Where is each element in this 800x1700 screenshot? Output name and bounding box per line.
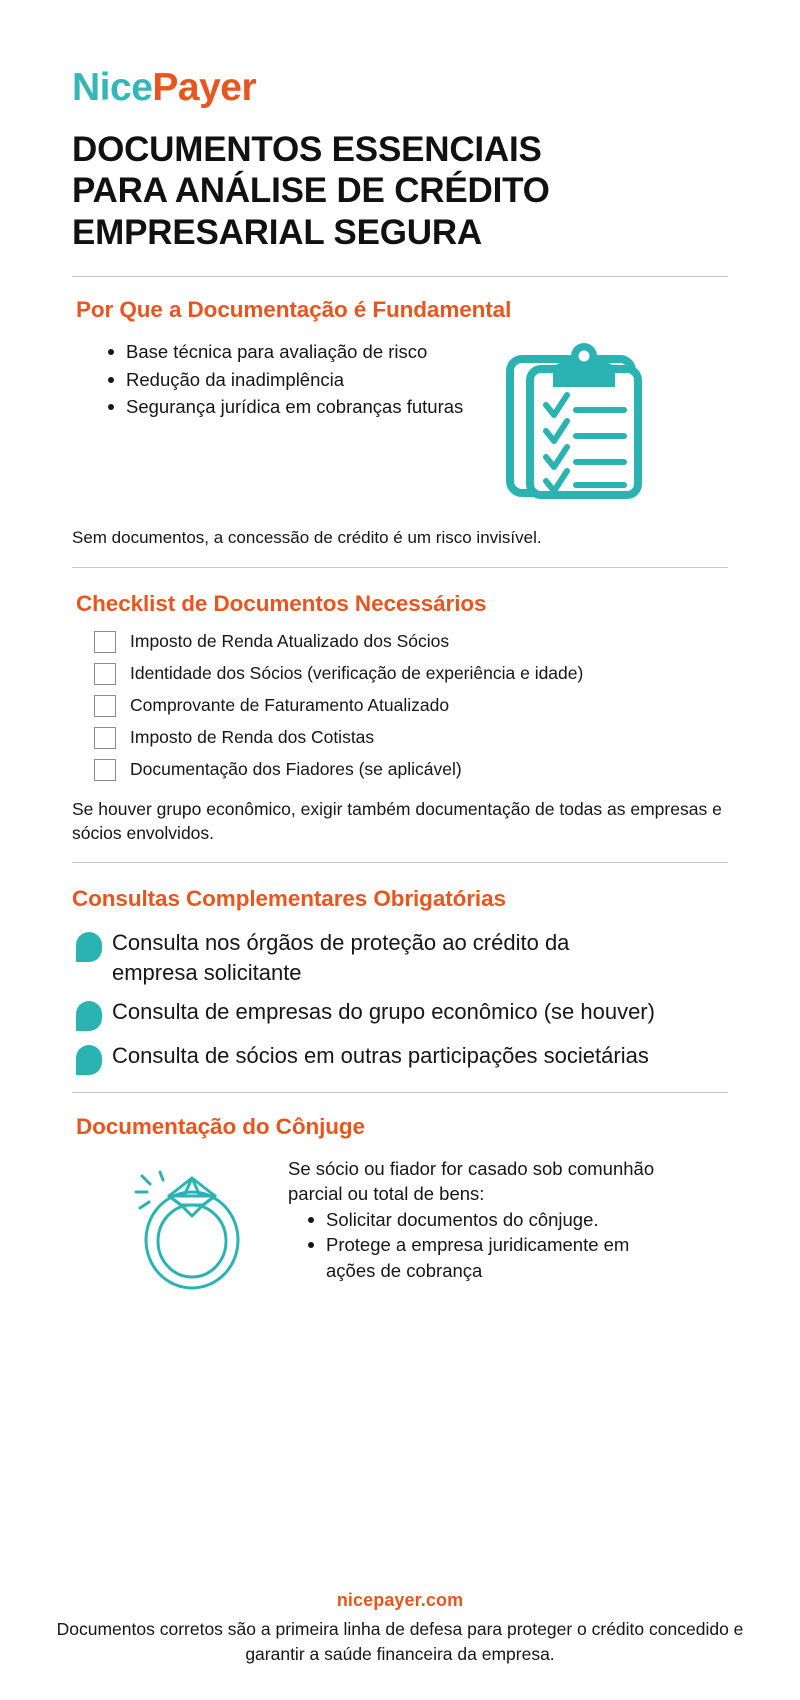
checkbox-icon[interactable] [94,663,116,685]
conjuge-text-block [288,1156,668,1284]
section-heading-conjuge: Documentação do Cônjuge [76,1113,365,1139]
teardrop-bullet-icon [76,932,102,962]
section-conjuge [72,1113,728,1298]
list-item[interactable] [94,759,728,781]
section-heading-checklist: Checklist de Documentos Necessários [76,591,487,617]
list-item [76,997,728,1031]
conjuge-bullet-list [288,1207,668,1284]
teardrop-bullet-icon [76,1001,102,1031]
website-link[interactable]: nicepayer.com [336,1590,464,1610]
why-note: Sem documentos, a concessão de crédito é um risco invisível. [72,528,542,548]
consultas-list [72,928,728,1075]
section-heading-why: Por Que a Documentação é Fundamental [76,297,512,323]
checklist-item-label: Comprovante de Faturamento Atualizado [130,695,450,716]
checklist-item-label: Identidade dos Sócios (verificação de experiência e idade) [130,663,584,684]
brand-logo [72,0,728,107]
divider-2 [72,567,728,568]
section-checklist [72,590,728,845]
list-item [76,1041,728,1075]
documents-checklist [72,631,728,781]
footer [0,1590,800,1666]
divider-3 [72,862,728,863]
consulta-item-label: Consulta nos órgãos de proteção ao crédito da empresa solicitante [112,930,570,985]
checkbox-icon[interactable] [94,759,116,781]
list-item: Solicitar documentos do cônjuge. [306,1207,668,1233]
list-item: Redução da inadimplência [106,367,502,393]
list-item[interactable] [94,631,728,653]
list-item [76,928,728,987]
checklist-item-label: Imposto de Renda Atualizado dos Sócios [130,631,450,652]
checkbox-icon[interactable] [94,631,116,653]
section-heading-consultas: Consultas Complementares Obrigatórias [72,886,506,912]
conjuge-intro: Se sócio ou fiador for casado sob comunhão parcial ou total de bens: [288,1157,655,1205]
section-consultas [72,885,728,1075]
why-bullet-list [72,339,502,421]
divider-1 [72,276,728,277]
divider-4 [72,1092,728,1093]
page-title: DOCUMENTOS ESSENCIAIS PARA ANÁLISE DE CRÉDITO EMPRESARIAL SEGURA [72,130,550,252]
consulta-item-label: Consulta de empresas do grupo econômico (se houver) [112,998,655,1024]
section-why-documentation [72,296,728,550]
why-content-row [72,339,728,506]
list-item: Segurança jurídica em cobranças futuras [106,394,502,420]
list-item: Base técnica para avaliação de risco [106,339,502,365]
list-item[interactable] [94,663,728,685]
list-item: Protege a empresa juridicamente em ações de cobrança [306,1232,668,1283]
list-item[interactable] [94,695,728,717]
clipboard-checklist-icon [504,343,644,506]
brand-logo-first: Nice [72,66,153,109]
consulta-item-label: Consulta de sócios em outras participações societárias [112,1042,649,1068]
checklist-note: Se houver grupo econômico, exigir também documentação de todas as empresas e sócios envolvidos. [72,799,722,844]
list-item[interactable] [94,727,728,749]
teardrop-bullet-icon [76,1045,102,1075]
footer-note: Documentos corretos são a primeira linha de defesa para proteger o crédito concedido e garantir a saúde financeira da empresa. [56,1619,744,1664]
checkbox-icon[interactable] [94,727,116,749]
checklist-item-label: Imposto de Renda dos Cotistas [130,727,375,748]
diamond-ring-icon [114,1158,264,1298]
conjuge-content-row [72,1156,728,1298]
brand-logo-second: Payer [152,66,257,109]
checkbox-icon[interactable] [94,695,116,717]
checklist-item-label: Documentação dos Fiadores (se aplicável) [130,759,462,780]
